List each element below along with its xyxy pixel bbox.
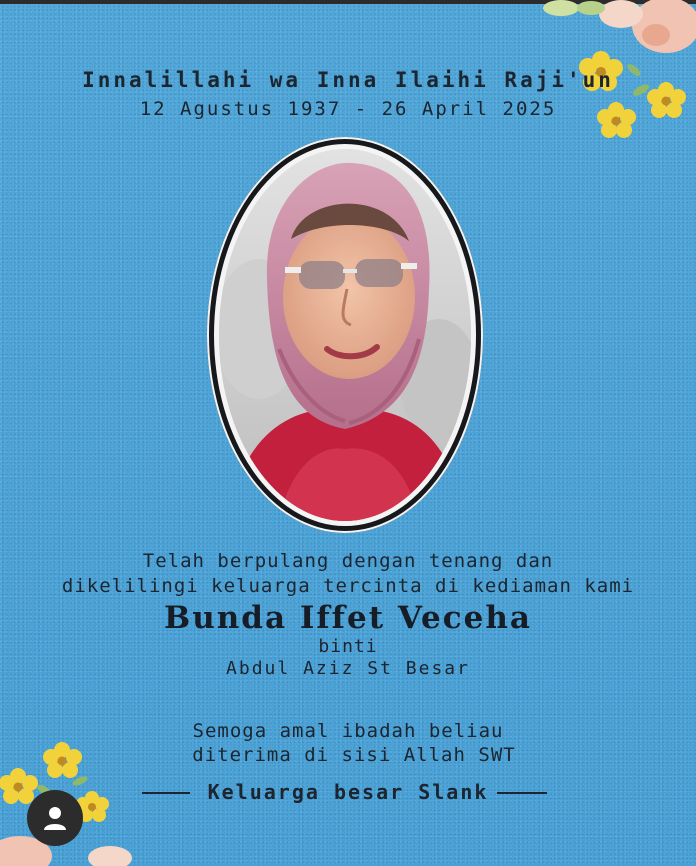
person-icon	[40, 803, 70, 833]
user-avatar-icon[interactable]	[27, 790, 83, 846]
condolence-phrase: Innalillahi wa Inna Ilaihi Raji'un	[82, 68, 614, 92]
deceased-name: Bunda Iffet Veceha	[164, 600, 532, 636]
prayer-line-1: Semoga amal ibadah beliau	[192, 720, 504, 742]
life-dates: 12 Agustus 1937 - 26 April 2025	[139, 98, 557, 120]
portrait-photo	[219, 149, 471, 521]
portrait-image	[219, 149, 471, 521]
signature-divider-right	[497, 792, 547, 794]
announcement-line-1: Telah berpulang dengan tenang dan	[142, 550, 554, 572]
announcement-line-2: dikelilingi keluarga tercinta di kediaman kami	[61, 575, 635, 597]
prayer-line-2: diterima di sisi Allah SWT	[192, 744, 516, 766]
father-name: Abdul Aziz St Besar	[226, 658, 470, 679]
family-signature: Keluarga besar Slank	[207, 780, 489, 804]
relation-word: binti	[318, 636, 378, 657]
